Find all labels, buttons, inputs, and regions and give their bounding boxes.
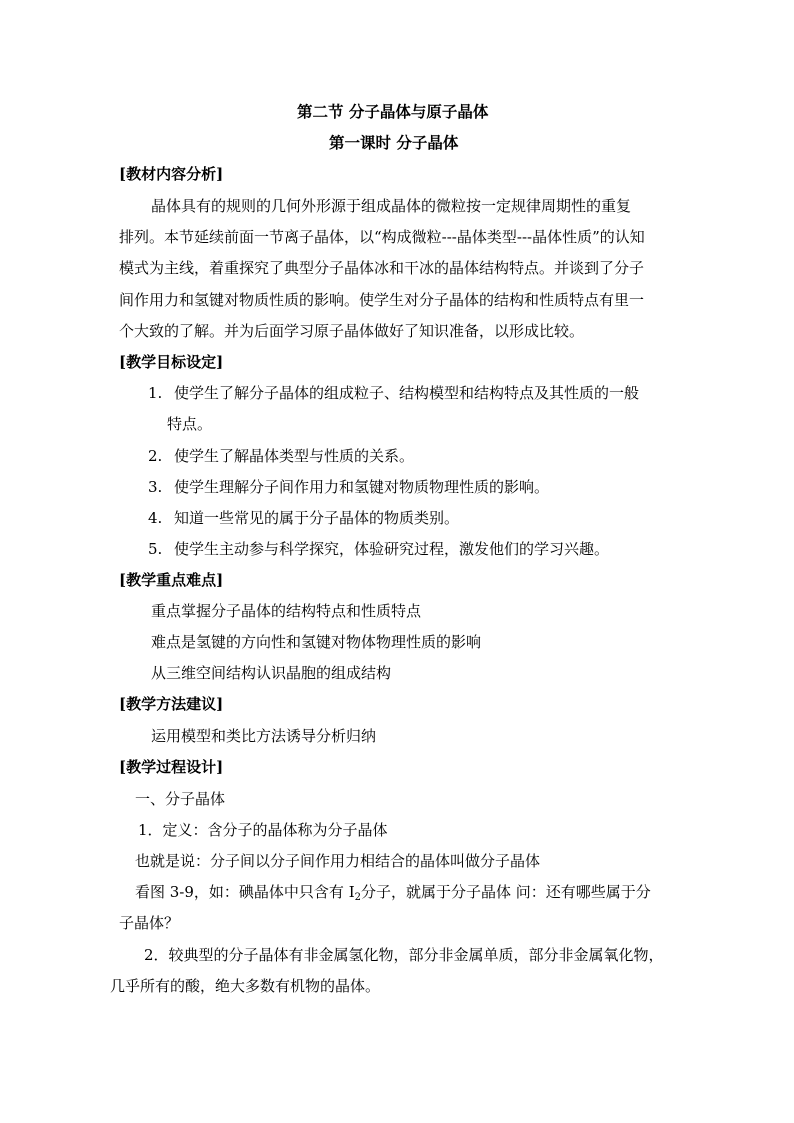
section-heading-goals: [教学目标设定] — [119, 353, 224, 371]
section-heading-process: [教学过程设计] — [119, 758, 224, 776]
example-text: 分子，就属于分子晶体 问：还有哪些属于分 — [361, 883, 651, 901]
analysis-line: 模式为主线，着重探究了典型分子晶体冰和干冰的晶体结构特点。并谈到了分子 — [119, 259, 645, 277]
goal-text: 使学生了解分子晶体的组成粒子、结构模型和结构特点及其性质的一般 — [174, 384, 640, 402]
goal-text: 知道一些常见的属于分子晶体的物质类别。 — [174, 509, 460, 527]
subscript: 2 — [354, 892, 361, 903]
process-typical-continuation: 几乎所有的酸，绝大多数有机物的晶体。 — [110, 977, 381, 995]
goal-number: 3. — [148, 478, 163, 496]
goal-item — [148, 446, 414, 466]
goal-number: 2. — [148, 447, 163, 465]
process-part-heading: 一、分子晶体 — [135, 790, 226, 808]
goal-item — [148, 508, 459, 528]
goal-item — [148, 539, 609, 559]
example-text: 看图 3-9，如：碘晶体中只含有 I — [135, 883, 355, 901]
page-subtitle: 第一课时 分子晶体 — [329, 133, 459, 152]
page-title: 第二节 分子晶体与原子晶体 — [297, 102, 489, 121]
key-point-line: 重点掌握分子晶体的结构特点和性质特点 — [151, 602, 422, 620]
goal-number: 1. — [148, 384, 163, 402]
process-example — [135, 882, 651, 908]
goal-item-continuation: 特点。 — [167, 415, 213, 433]
method-line: 运用模型和类比方法诱导分析归纳 — [151, 727, 377, 745]
goal-number: 5. — [148, 540, 163, 558]
goal-number: 4. — [148, 509, 163, 527]
goal-text: 使学生理解分子间作用力和氢键对物质物理性质的影响。 — [174, 478, 550, 496]
goal-text: 使学生主动参与科学探究，体验研究过程，激发他们的学习兴趣。 — [174, 540, 610, 558]
process-definition: 1．定义：含分子的晶体称为分子晶体 — [138, 821, 388, 839]
key-point-line: 难点是氢键的方向性和氢键对物体物理性质的影响 — [151, 633, 482, 651]
analysis-line: 个大致的了解。并为后面学习原子晶体做好了知识准备，以形成比较。 — [119, 322, 585, 340]
section-heading-analysis: [教材内容分析] — [119, 165, 224, 183]
key-point-line: 从三维空间结构认识晶胞的组成结构 — [151, 664, 392, 682]
goal-text: 使学生了解晶体类型与性质的关系。 — [174, 447, 415, 465]
section-heading-key-points: [教学重点难点] — [119, 571, 224, 589]
process-explanation: 也就是说：分子间以分子间作用力相结合的晶体叫做分子晶体 — [135, 852, 541, 870]
goal-item — [148, 477, 549, 497]
section-heading-methods: [教学方法建议] — [119, 695, 224, 713]
analysis-line: 间作用力和氢键对物质性质的影响。使学生对分子晶体的结构和性质特点有里一 — [119, 291, 645, 309]
analysis-line: 排列。本节延续前面一节离子晶体，以“构成微粒---晶体类型---晶体性质”的认知 — [119, 228, 645, 246]
process-typical: 2．较典型的分子晶体有非金属氢化物，部分非金属单质，部分非金属氧化物， — [144, 946, 664, 964]
goal-item — [148, 383, 639, 403]
process-example-continuation: 子晶体？ — [119, 914, 180, 932]
analysis-line: 晶体具有的规则的几何外形源于组成晶体的微粒按一定规律周期性的重复 — [151, 197, 632, 215]
